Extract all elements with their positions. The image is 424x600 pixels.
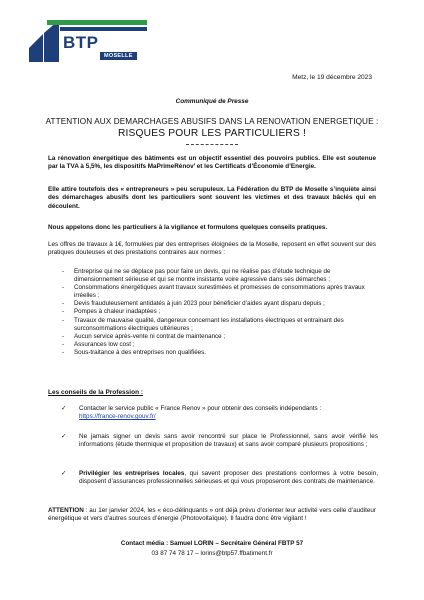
list-item: - Pompes à chaleur inadaptées ; [62,308,161,316]
conseil-item-2: ✓ Ne jamais signer un devis sans avoir rencontré sur place le Professionnel, sans avoir vérifié les informations (étude thermique et proposition de travaux) et sans avoir comparé plusieurs propositions ; [61,433,378,449]
footer-phone-email: 03 87 74 78 17 – lorins@btp57.ffbatiment.fr [151,550,273,557]
footer-contact: Contact média : Samuel LORIN – Secrétaire Général FBTP 57 [120,540,304,547]
paragraph-intro: La rénovation énergétique des bâtiments est un objectif essentiel des pouvoirs publics. Elle est soutenue par la TVA à 5,5%, les dispositifs MaPrimeRénov’ et les Certificats d’Économie d’Energie. [48,155,376,171]
paragraph-appeal: Nous appelons donc les particuliers à la vigilance et formulons quelques conseils pratiques. [48,224,328,231]
list-item: - Travaux de mauvaise qualité, dangereux concernant les installations électriques et entrainant des surconsommations électriques ultérieures ; [62,316,344,332]
document-date: Metz, le 19 décembre 2023 [292,74,372,81]
checkmark-icon: ✓ [61,405,67,412]
bad-practices-list [48,268,378,357]
paragraph-offers: Les offres de travaux à 1€, formulées par des entreprises éloignées de la Moselle, reposent en effet souvent sur des pratiques douteuses et des prestations contraires aux normes : [48,241,376,257]
list-item: - Sous-traitance à des entreprises non qualifiées. [62,348,207,356]
logo-subtext: MOSELLE [100,52,137,60]
communique-label: Communiqué de Presse [175,98,249,105]
title-line-1: ATTENTION AUX DEMARCHAGES ABUSIFS DANS LA RENOVATION ENERGETIQUE : [45,117,379,126]
france-renov-link[interactable]: https://france-renov.gouv.fr/ [79,413,156,421]
checkmark-icon: ✓ [61,433,67,440]
title-line-2: RISQUES POUR LES PARTICULIERS ! [117,128,307,139]
conseil-item-1: ✓ Contacter le service public « France Renov » pour obtenir des conseils indépendants : https://france-renov.gouv.fr/ [61,405,322,421]
title-divider [186,144,238,145]
list-item: - Entreprise qui ne se déplace pas pour faire un devis, qui ne réalise pas d’étude technique de dimensionnement sérieuse et qui se montre insistante voire agressive dans ses démarches ; [62,268,331,284]
list-item: - Aucun service après-vente ni contrat de maintenance ; [62,332,226,340]
conseils-heading: Les conseils de la Profession : [48,389,144,396]
list-item: - Devis frauduleusement antidatés à juin 2023 pour bénéficier d’aides ayant disparu depuis ; [62,300,325,308]
checkmark-icon: ✓ [61,470,67,477]
attention-note: ATTENTION : au 1er janvier 2024, les « éco-délinquants » ont déjà prévu d’orienter leur activité vers celle d’auditeur énergétique et vers d’autres sources d’énergie (Photovoltaïque). Il faudra donc être vigilant ! [48,507,376,523]
logo-text: BTP [63,33,99,52]
list-item: - Consommations énergétiques avant travaux surestimées et promesses de consommations après travaux irréelles ; [62,284,365,300]
paragraph-warning: Elle attire toutefois des « entrepreneurs » peu scrupuleux. La Fédération du BTP de Moselle s’inquiète ainsi des démarchages abusifs dont les particuliers sont souvent les victimes et des travaux bâclés qui en découlent. [48,186,376,210]
list-item: - Assurances low cost ; [62,340,135,348]
conseil-item-3: ✓ Privilégier les entreprises locales, qui savent proposer des prestations conformes à votre besoin, disposent d’assurances professionnelles sérieuses et qui vous proposeront des contrats de maintenance. [61,470,379,486]
